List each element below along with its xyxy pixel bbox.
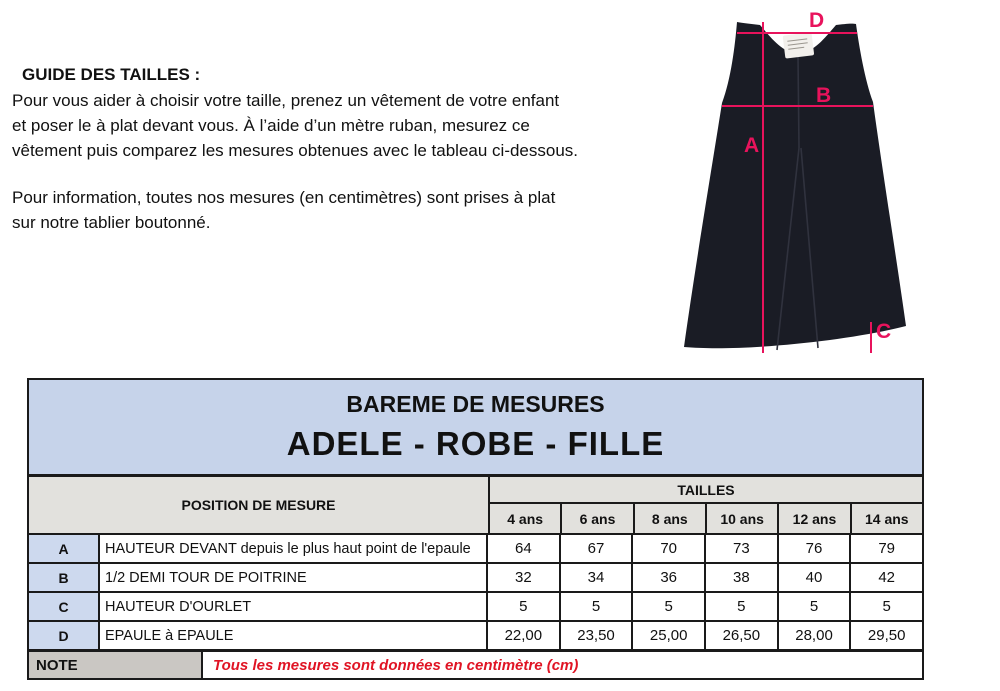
row-letter: B [29,564,100,591]
row-letter: C [29,593,100,620]
row-value: 5 [561,593,634,620]
guide-text-block [12,62,662,235]
guide-paragraph-line: Pour information, toutes nos mesures (en centimètres) sont prises à plat [12,188,556,207]
size-col-header: 8 ans [635,504,707,533]
row-value: 64 [488,535,561,562]
size-col-header: 14 ans [852,504,922,533]
row-letter: A [29,535,100,562]
row-value: 26,50 [706,622,779,649]
note-label: NOTE [29,652,203,678]
row-value: 67 [561,535,634,562]
row-value: 25,00 [633,622,706,649]
row-value: 34 [561,564,634,591]
row-value: 23,50 [561,622,634,649]
row-value: 5 [633,593,706,620]
size-columns-row [490,504,922,533]
guide-paragraph-line: Pour vous aider à choisir votre taille, prenez un vêtement de votre enfant [12,91,560,110]
row-value: 76 [779,535,852,562]
row-label: HAUTEUR DEVANT depuis le plus haut point de l'epaule [100,535,488,562]
measure-label-a: A [744,134,760,157]
row-value: 70 [633,535,706,562]
table-title-block [29,380,922,477]
dress-label-tag [783,32,815,58]
size-col-header: 12 ans [779,504,851,533]
dress-diagram [660,0,920,370]
size-col-header: 4 ans [490,504,562,533]
measure-label-b: B [816,84,832,107]
tailles-header-block [490,477,922,533]
table-row [29,564,922,593]
row-value: 5 [779,593,852,620]
row-value: 5 [882,598,891,615]
row-value: 32 [488,564,561,591]
table-title: BAREME DE MESURES [346,391,605,417]
row-value: 73 [706,535,779,562]
row-value: 22,00 [488,622,561,649]
tailles-header: TAILLES [490,477,922,504]
row-label: HAUTEUR D'OURLET [100,593,488,620]
measure-label-d: D [809,9,825,32]
row-value: 38 [706,564,779,591]
size-col-header: 6 ans [562,504,634,533]
table-subtitle: ADELE - ROBE - FILLE [286,425,665,462]
table-row [29,593,922,622]
row-value: 5 [488,593,561,620]
measure-label-c: C [876,320,892,343]
row-value: 5 [706,593,779,620]
row-value: 79 [878,540,896,557]
size-table [27,378,924,680]
table-row [29,622,922,652]
dress-svg [660,0,920,370]
guide-paragraph-line: sur notre tablier boutonné. [12,213,211,232]
position-de-mesure-header: POSITION DE MESURE [29,477,490,533]
guide-paragraph-line: vêtement puis comparez les mesures obtenues avec le tableau ci-dessous. [12,141,579,160]
note-row [29,652,922,678]
row-value: 36 [633,564,706,591]
row-value: 40 [779,564,852,591]
table-row [29,535,922,564]
row-letter: D [29,622,100,649]
row-label: EPAULE à EPAULE [100,622,488,649]
guide-paragraph-line: et poser le à plat devant vous. À l’aide d’un mètre ruban, mesurez ce [12,116,530,135]
size-col-header: 10 ans [707,504,779,533]
row-value: 28,00 [779,622,852,649]
row-value: 42 [878,569,896,586]
table-header [29,477,922,535]
paragraph-gap [12,163,662,185]
guide-title: GUIDE DES TAILLES : [22,65,201,84]
note-text: Tous les mesures sont données en centimètre (cm) [213,656,579,674]
row-label: 1/2 DEMI TOUR DE POITRINE [100,564,488,591]
row-value: 29,50 [867,627,906,644]
